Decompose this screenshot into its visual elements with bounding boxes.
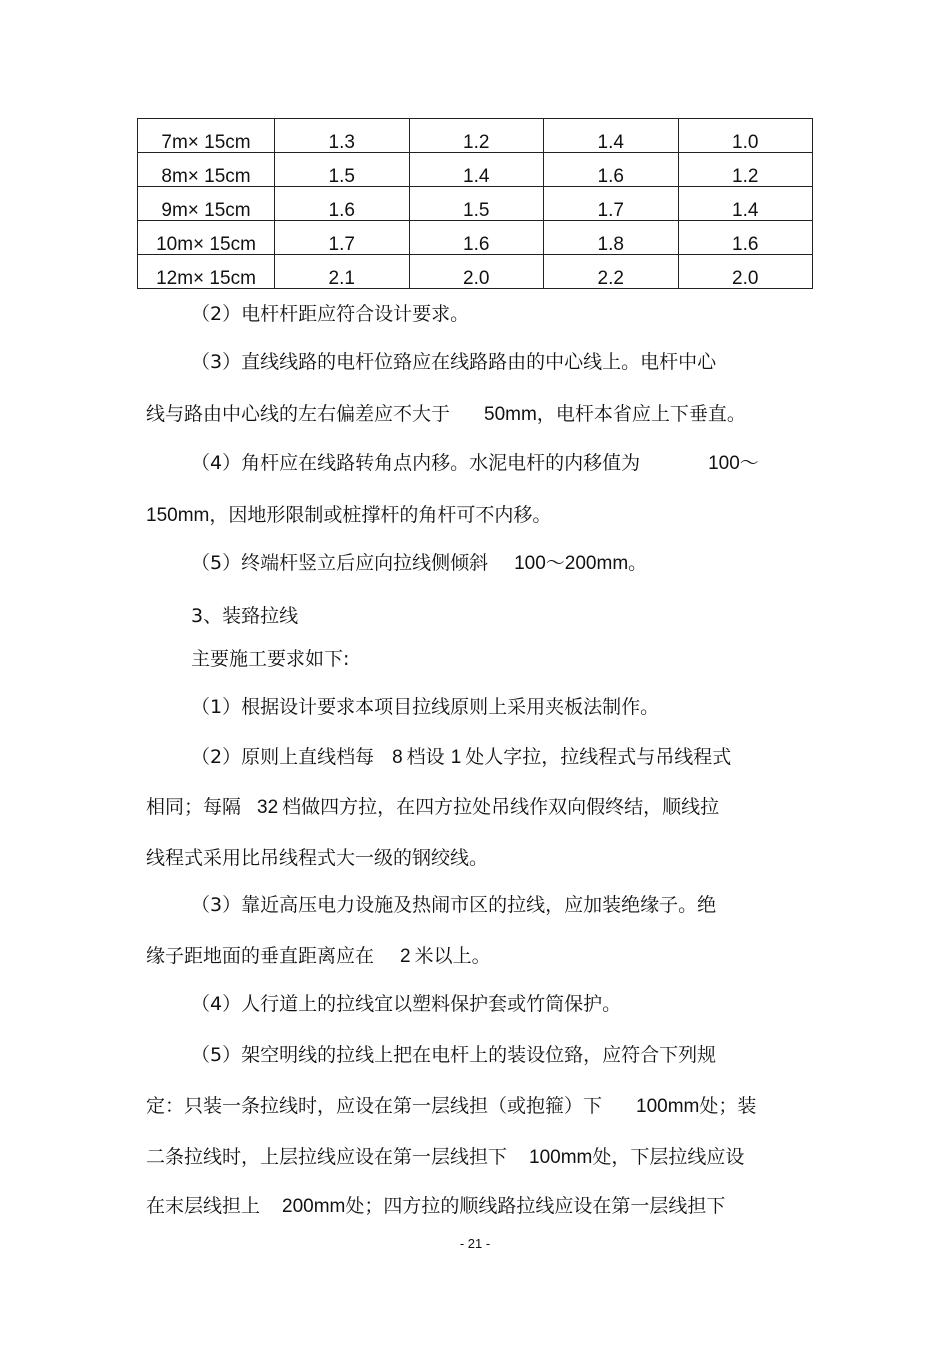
table-row: [138, 221, 813, 255]
table-cell-value: 2.0: [409, 255, 544, 289]
paragraph-line: （4）角杆应在线路转角点内移。水泥电杆的内移值为 100～: [191, 452, 759, 474]
table-row: [138, 255, 813, 289]
spec-table: [137, 118, 813, 289]
table-cell-value: 2.0: [678, 255, 813, 289]
table-cell-value: 1.2: [409, 119, 544, 153]
table-cell-spec: 7m× 15cm: [138, 119, 275, 153]
paragraph-line: 150mm，因地形限制或桩撑杆的角杆可不内移。: [146, 504, 552, 526]
table-cell-value: 1.7: [544, 187, 679, 221]
paragraph-line: （1）根据设计要求本项目拉线原则上采用夹板法制作。: [191, 696, 660, 718]
paragraph-line: （2）电杆杆距应符合设计要求。: [191, 303, 470, 325]
paragraph-line: （5）终端杆竖立后应向拉线侧倾斜 100～200mm。: [191, 552, 648, 574]
table-cell-value: 1.8: [544, 221, 679, 255]
paragraph-line: 主要施工要求如下:: [191, 648, 350, 670]
table-cell-spec: 12m× 15cm: [138, 255, 275, 289]
table-cell-value: 1.6: [275, 187, 410, 221]
table-cell-value: 2.2: [544, 255, 679, 289]
table-row: [138, 153, 813, 187]
paragraph-line: （3）直线线路的电杆位臵应在线路路由的中心线上。电杆中心: [191, 351, 717, 373]
table-cell-value: 1.4: [409, 153, 544, 187]
table-cell-spec: 10m× 15cm: [138, 221, 275, 255]
table-cell-value: 1.0: [678, 119, 813, 153]
table-cell-value: 1.5: [409, 187, 544, 221]
paragraph-line: 二条拉线时，上层拉线应设在第一层线担下 100mm处，下层拉线应设: [146, 1146, 745, 1168]
paragraph-line: （4）人行道上的拉线宜以塑料保护套或竹筒保护。: [191, 993, 622, 1015]
table-row: [138, 119, 813, 153]
table-cell-value: 1.5: [275, 153, 410, 187]
paragraph-line: 相同；每隔 32 档做四方拉，在四方拉处吊线作双向假终结，顺线拉: [146, 796, 720, 818]
table-cell-value: 1.6: [409, 221, 544, 255]
paragraph-line: （5）架空明线的拉线上把在电杆上的装设位臵，应符合下列规: [191, 1044, 717, 1066]
table-cell-value: 1.4: [544, 119, 679, 153]
table-cell-value: 1.7: [275, 221, 410, 255]
table-cell-value: 1.2: [678, 153, 813, 187]
paragraph-line: 线程式采用比吊线程式大一级的钢绞线。: [146, 847, 489, 869]
table-cell-value: 1.6: [544, 153, 679, 187]
paragraph-line: （2）原则上直线档每 8 档设 1 处人字拉，拉线程式与吊线程式: [191, 746, 732, 768]
table-cell-value: 1.4: [678, 187, 813, 221]
section-heading: 3、装臵拉线: [191, 605, 299, 627]
table-cell-value: 2.1: [275, 255, 410, 289]
table-cell-spec: 8m× 15cm: [138, 153, 275, 187]
page-number: - 21 -: [459, 1236, 491, 1251]
paragraph-line: （3）靠近高压电力设施及热闹市区的拉线，应加装绝缘子。绝: [191, 894, 717, 916]
paragraph-line: 线与路由中心线的左右偏差应不大于 50mm，电杆本省应上下垂直。: [146, 403, 746, 425]
table-cell-value: 1.3: [275, 119, 410, 153]
table-cell-spec: 9m× 15cm: [138, 187, 275, 221]
table-row: [138, 187, 813, 221]
paragraph-line: 在末层线担上 200mm处；四方拉的顺线路拉线应设在第一层线担下: [146, 1195, 726, 1217]
table-cell-value: 1.6: [678, 221, 813, 255]
paragraph-line: 缘子距地面的垂直距离应在 2 米以上。: [146, 945, 491, 967]
paragraph-line: 定：只装一条拉线时，应设在第一层线担（或抱箍）下 100mm处；装: [146, 1095, 757, 1117]
